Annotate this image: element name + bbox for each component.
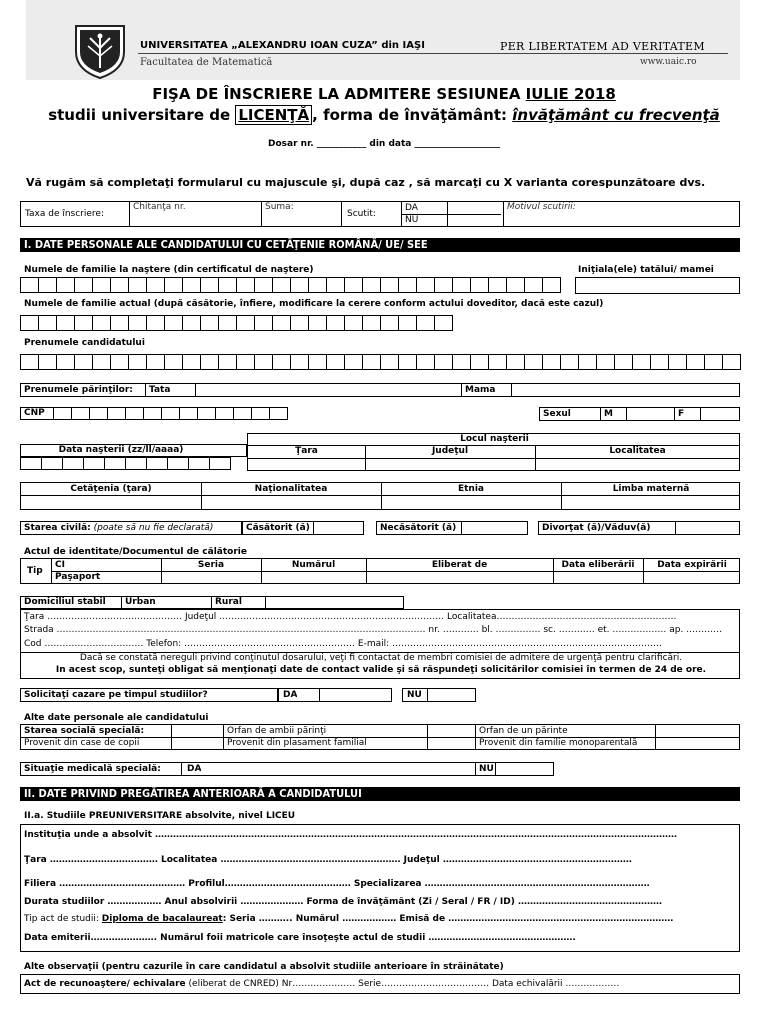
rural-option[interactable]: Rural — [215, 597, 242, 607]
char-box[interactable] — [108, 408, 126, 420]
char-box[interactable] — [54, 408, 72, 420]
char-box[interactable] — [237, 316, 255, 331]
char-box[interactable] — [507, 278, 525, 293]
tara-nastere-label: Ţara — [295, 446, 318, 456]
tata-label: Tata — [149, 385, 171, 395]
taxa-label: Taxa de înscriere: — [25, 209, 104, 219]
suma-field[interactable]: Suma: — [265, 202, 294, 212]
nume-nastere-label: Numele de familie la naştere (din certificatul de naştere) — [24, 265, 314, 275]
char-box[interactable] — [255, 355, 273, 370]
char-box[interactable] — [237, 278, 255, 293]
study-form-2: cu frecvenţă — [614, 106, 720, 124]
seria-label: Seria — [197, 560, 225, 570]
diploma-label: Diploma de bacalaureat — [101, 914, 223, 924]
sex-row — [539, 407, 740, 421]
char-box[interactable] — [129, 316, 147, 331]
cazare-nu-box[interactable] — [402, 688, 476, 702]
sex-m-label: M — [604, 409, 613, 419]
char-box[interactable] — [651, 355, 669, 370]
char-box[interactable] — [105, 458, 126, 470]
tara-localitate-line[interactable]: Ţara ……………………………… Localitatea …………………………………………………… Judeţul ……………………………………………………… — [24, 855, 632, 865]
sex-m-checkbox[interactable] — [628, 408, 672, 420]
char-box[interactable] — [75, 355, 93, 370]
char-box[interactable] — [21, 278, 39, 293]
university-website: www.uaic.ro — [640, 57, 697, 67]
char-box[interactable] — [21, 458, 42, 470]
char-box[interactable] — [201, 355, 219, 370]
char-box[interactable] — [57, 355, 75, 370]
char-box[interactable] — [39, 316, 57, 331]
char-box[interactable] — [147, 355, 165, 370]
char-box[interactable] — [270, 408, 288, 420]
title-line1: FIŞA DE ÎNSCRIERE LA ADMITERE SESIUNEA — [152, 85, 526, 103]
university-motto: PER LIBERTATEM AD VERITATEM — [500, 40, 705, 53]
divortat-checkbox[interactable] — [677, 522, 739, 534]
subtitle-mid: , forma de învăţământ: — [312, 106, 513, 124]
domiciliu-row — [20, 596, 404, 609]
scutit-nu-checkbox[interactable]: NU — [405, 215, 419, 225]
char-box[interactable] — [210, 458, 231, 470]
section2-subtitle: II.a. Studiile PREUNIVERSITARE absolvite, nivel LICEU — [24, 811, 296, 821]
recunoastere-label: Act de recunoaştere/ echivalare — [24, 979, 186, 989]
char-box[interactable] — [126, 408, 144, 420]
char-box[interactable] — [255, 278, 273, 293]
char-box[interactable] — [237, 355, 255, 370]
char-box[interactable] — [597, 355, 615, 370]
char-box[interactable] — [183, 278, 201, 293]
char-box[interactable] — [63, 458, 84, 470]
char-box[interactable] — [291, 316, 309, 331]
char-box[interactable] — [435, 355, 453, 370]
mama-field[interactable] — [513, 384, 739, 396]
char-box[interactable] — [147, 316, 165, 331]
cazare-row — [20, 688, 278, 702]
alte-date-label: Alte date personale ale candidatului — [24, 713, 209, 723]
char-box[interactable] — [126, 458, 147, 470]
char-box[interactable] — [93, 316, 111, 331]
char-box[interactable] — [93, 278, 111, 293]
filiera-line[interactable]: Filiera …………………………………… Profilul…………………………………… Specializarea ………………………………………………………………… — [24, 879, 650, 889]
tip-act-label: Tip act de studii: — [24, 914, 102, 924]
nume-actual-label: Numele de familie actual (după căsătorie, înfiere, modificare la cerere conform actului doveditor, dacă este cazul) — [24, 299, 604, 309]
university-name: UNIVERSITATEA „ALEXANDRU IOAN CUZA” din IAŞI — [140, 40, 425, 51]
data-emiterii-line[interactable]: Data emiterii…………………. Numărul foii matricole care însoţeşte actul de studii …………………………………………. — [24, 933, 576, 943]
faculty-name: Facultatea de Matematică — [140, 57, 273, 68]
locul-nasterii-label: Locul naşterii — [460, 434, 529, 444]
notice-line2: În acest scop, sunteţi obligat să menţionaţi date de contact valide şi să răspundeţi solicitărilor comisiei în termen de 24 de ore. — [55, 665, 707, 675]
char-box[interactable] — [561, 355, 579, 370]
act-identitate-table — [20, 558, 740, 584]
address-line-street[interactable]: Strada …………………………………………………………………………………………………………… nr. ………… bl. …………… sc. ………… et. ……………… ap. ………… — [24, 625, 723, 635]
necasatorit-label: Necăsătorit (ă) — [380, 523, 457, 533]
orfan-ambii-option[interactable]: Orfan de ambii părinţi — [227, 726, 327, 736]
char-box[interactable] — [543, 278, 561, 293]
data-nasterii-label: Data naşterii (zz/ll/aaaa) — [58, 445, 184, 455]
section2-title: II. DATE PRIVIND PREGĂTIREA ANTERIOARĂ A CANDIDATULUI — [20, 787, 740, 801]
durata-line[interactable]: Durata studiilor ……………… Anul absolvirii ………………… Forma de învăţământ (Zi / Seral / FR / ID) ………………………………………… — [24, 897, 662, 907]
nume-nastere-boxes[interactable] — [20, 277, 561, 293]
char-box[interactable] — [363, 316, 381, 331]
data-eliberarii-label: Data eliberării — [561, 560, 635, 570]
char-box[interactable] — [615, 355, 633, 370]
char-box[interactable] — [399, 355, 417, 370]
char-box[interactable] — [309, 278, 327, 293]
char-box[interactable] — [309, 355, 327, 370]
tip-label: Tip — [27, 566, 43, 576]
char-box[interactable] — [219, 355, 237, 370]
address-line-contact[interactable]: Cod …………………………… Telefon: ………………………………………………… E-mail: ……………………………………………………………………………… — [24, 639, 663, 649]
char-box[interactable] — [381, 316, 399, 331]
prenume-boxes[interactable] — [20, 354, 741, 370]
char-box[interactable] — [309, 316, 327, 331]
address-line-country[interactable]: Ţara ……………………………………… Judeţul ………………………………………………………………… Localitatea…………………………………………………… — [24, 612, 677, 622]
char-box[interactable] — [345, 355, 363, 370]
starea-civila-box — [20, 521, 242, 535]
starea-sociala-label: Starea socială specială: — [24, 726, 145, 736]
char-box[interactable] — [291, 355, 309, 370]
char-box[interactable] — [417, 316, 435, 331]
char-box[interactable] — [84, 458, 105, 470]
subtitle-pre: studii universitare de — [48, 106, 236, 124]
char-box[interactable] — [633, 355, 651, 370]
domiciliu-label: Domiciliul stabil — [24, 597, 106, 607]
instruction-text: Vă rugăm să completaţi formularul cu majuscule şi, după caz , să marcaţi cu X varianta corespunzătoare dvs. — [26, 176, 706, 189]
char-box[interactable] — [525, 278, 543, 293]
tip-act-line[interactable] — [24, 914, 673, 925]
char-box[interactable] — [57, 316, 75, 331]
tata-field[interactable] — [197, 384, 459, 396]
plasament-option[interactable]: Provenit din plasament familial — [227, 738, 367, 748]
study-level: LICENŢĂ — [235, 105, 312, 125]
nume-actual-boxes[interactable] — [20, 315, 453, 331]
necasatorit-checkbox[interactable] — [463, 522, 527, 534]
char-box[interactable] — [435, 278, 453, 293]
char-box[interactable] — [273, 355, 291, 370]
char-box[interactable] — [453, 355, 471, 370]
char-box[interactable] — [273, 316, 291, 331]
char-box[interactable] — [183, 316, 201, 331]
char-box[interactable] — [147, 278, 165, 293]
char-box[interactable] — [363, 355, 381, 370]
char-box[interactable] — [399, 278, 417, 293]
case-copii-option[interactable]: Provenit din case de copii — [24, 738, 140, 748]
alte-observatii-label: Alte observaţii (pentru cazurile în care candidatul a absolvit studiile anterioare în străinătate) — [24, 962, 504, 972]
casatorit-label: Căsătorit (ă) — [246, 523, 310, 533]
cazare-nu-label: NU — [407, 690, 422, 700]
chitanta-field[interactable]: Chitanţa nr. — [133, 202, 186, 212]
char-box[interactable] — [189, 458, 210, 470]
char-box[interactable] — [111, 355, 129, 370]
char-box[interactable] — [381, 355, 399, 370]
char-box[interactable] — [168, 458, 189, 470]
localitate-nastere-label: Localitatea — [609, 446, 666, 456]
char-box[interactable] — [507, 355, 525, 370]
char-box[interactable] — [327, 355, 345, 370]
prenume-parinti-label: Prenumele părinţilor: — [24, 385, 133, 395]
char-box[interactable] — [147, 458, 168, 470]
char-box[interactable] — [489, 355, 507, 370]
form-subtitle — [0, 105, 768, 125]
institutie-line[interactable] — [24, 830, 677, 841]
data-nasterii-label-box — [20, 444, 247, 457]
char-box[interactable] — [345, 316, 363, 331]
cazare-label: Solicitaţi cazare pe timpul studiilor? — [24, 690, 208, 700]
char-box[interactable] — [525, 355, 543, 370]
starea-sociala-table — [20, 724, 740, 750]
scutit-da-checkbox[interactable]: DA — [405, 203, 418, 213]
char-box[interactable] — [543, 355, 561, 370]
judet-nastere-label: Judeţul — [431, 446, 469, 456]
char-box[interactable] — [42, 458, 63, 470]
starea-civila-label: Starea civilă: — [24, 523, 91, 533]
char-box[interactable] — [705, 355, 723, 370]
char-box[interactable] — [273, 278, 291, 293]
act-identitate-label: Actul de identitate/Documentul de călătorie — [24, 547, 247, 557]
char-box[interactable] — [201, 316, 219, 331]
char-box[interactable] — [291, 278, 309, 293]
char-box[interactable] — [111, 316, 129, 331]
char-box[interactable] — [453, 278, 471, 293]
char-box[interactable] — [198, 408, 216, 420]
divortat-label: Divorţat (ă)/Văduv(ă) — [542, 523, 651, 533]
cazare-da-label: DA — [283, 690, 298, 700]
prenume-parinti-row — [20, 383, 740, 397]
address-block — [20, 609, 740, 679]
char-box[interactable] — [75, 316, 93, 331]
char-box[interactable] — [399, 316, 417, 331]
char-box[interactable] — [129, 278, 147, 293]
cnp-boxes[interactable] — [20, 407, 288, 420]
char-box[interactable] — [21, 355, 39, 370]
char-box[interactable] — [201, 278, 219, 293]
char-box[interactable] — [255, 316, 273, 331]
char-box[interactable] — [219, 278, 237, 293]
prenume-label: Prenumele candidatului — [24, 338, 145, 348]
char-box[interactable] — [471, 355, 489, 370]
sex-f-checkbox[interactable] — [702, 408, 738, 420]
ci-option[interactable]: CI — [55, 560, 65, 570]
pasaport-option[interactable]: Paşaport — [55, 572, 101, 582]
title-session: IULIE 2018 — [525, 85, 616, 103]
studii-liceu-block — [20, 824, 740, 952]
locul-nasterii-table — [247, 433, 740, 471]
cetatenie-table — [20, 482, 740, 510]
casatorit-box — [242, 521, 364, 535]
eliberat-label: Eliberat de — [431, 560, 488, 570]
sexul-label: Sexul — [543, 409, 571, 419]
char-box[interactable] — [21, 316, 39, 331]
char-box[interactable] — [165, 316, 183, 331]
study-form-1: învăţământ — [512, 106, 615, 124]
data-nasterii-boxes[interactable] — [20, 457, 231, 470]
char-box[interactable] — [144, 408, 162, 420]
recunoastere-details: (eliberat de CNRED) Nr………………… Serie……………………………… Data echivalării ……………… — [185, 979, 620, 989]
char-box[interactable] — [327, 278, 345, 293]
char-box[interactable] — [219, 316, 237, 331]
divortat-box — [538, 521, 740, 535]
institutie-text: Instituţia unde a absolvit ………………………………………………………………………………………………………………………………………………………… — [24, 830, 678, 840]
char-box[interactable] — [72, 408, 90, 420]
char-box[interactable] — [471, 278, 489, 293]
char-box[interactable] — [417, 278, 435, 293]
taxa-table — [20, 201, 740, 227]
notice-line1: Dacă se constată nereguli privind conţinutul dosarului, veţi fi contactat de membri comisiei de admitere de urgenţă pentru clarificări. — [79, 653, 683, 663]
char-box[interactable] — [57, 278, 75, 293]
starea-civila-note: (poate să nu fie declarată) — [93, 523, 214, 533]
cetatenia-label: Cetăţenia (ţara) — [70, 484, 152, 494]
char-box[interactable] — [252, 408, 270, 420]
initiala-field[interactable] — [575, 277, 740, 294]
medical-nu-option[interactable]: NU — [479, 764, 494, 774]
char-box[interactable] — [90, 408, 108, 420]
char-box[interactable] — [39, 355, 57, 370]
char-box[interactable] — [363, 278, 381, 293]
recunoastere-line[interactable] — [24, 979, 619, 990]
char-box[interactable] — [165, 355, 183, 370]
char-box[interactable] — [216, 408, 234, 420]
tip-act-rest: : Seria ……….. Numărul ……………… Emisă de ………………………………………………………………… — [222, 914, 674, 924]
char-box[interactable] — [234, 408, 252, 420]
mama-label: Mama — [465, 385, 496, 395]
char-box[interactable] — [93, 355, 111, 370]
char-box[interactable] — [489, 278, 507, 293]
char-box[interactable] — [345, 278, 363, 293]
university-crest — [72, 22, 128, 80]
form-title — [0, 85, 768, 103]
data-expirarii-label: Data expirării — [657, 560, 727, 570]
nationalitatea-label: Naţionalitatea — [254, 484, 328, 494]
char-box[interactable] — [165, 278, 183, 293]
char-box[interactable] — [183, 355, 201, 370]
char-box[interactable] — [39, 278, 57, 293]
scutit-label: Scutit: — [347, 209, 376, 219]
necasatorit-box — [376, 521, 528, 535]
char-box[interactable] — [435, 316, 453, 331]
urban-option[interactable]: Urban — [125, 597, 156, 607]
char-box[interactable] — [162, 408, 180, 420]
sex-f-label: F — [678, 409, 685, 419]
situatie-medicala-row — [20, 762, 554, 776]
header-rule — [138, 53, 728, 54]
etnia-label: Etnia — [457, 484, 484, 494]
monoparentala-option[interactable]: Provenit din familie monoparentală — [479, 738, 638, 748]
char-box[interactable] — [579, 355, 597, 370]
char-box[interactable] — [111, 278, 129, 293]
orfan-unul-option[interactable]: Orfan de un părinte — [479, 726, 568, 736]
dosar-line[interactable]: Dosar nr. ___________ din data ___________________ — [268, 139, 500, 149]
section1-title: I. DATE PERSONALE ALE CANDIDATULUI CU CETĂŢENIE ROMÂNĂ/ UE/ SEE — [20, 238, 740, 252]
cnp-label: CNP — [24, 408, 45, 418]
char-box[interactable] — [327, 316, 345, 331]
char-box[interactable] — [669, 355, 687, 370]
char-box[interactable] — [180, 408, 198, 420]
situatie-medicala-label: Situaţie medicală specială: — [24, 764, 161, 774]
medical-da-option[interactable]: DA — [187, 764, 202, 774]
char-box[interactable] — [417, 355, 435, 370]
recunoastere-row — [20, 974, 740, 994]
char-box[interactable] — [723, 355, 741, 370]
char-box[interactable] — [75, 278, 93, 293]
casatorit-checkbox[interactable] — [315, 522, 363, 534]
char-box[interactable] — [687, 355, 705, 370]
cazare-da-box[interactable] — [278, 688, 392, 702]
numarul-label: Numărul — [291, 560, 336, 570]
starea-civila-text — [24, 523, 213, 534]
limba-materna-label: Limba maternă — [612, 484, 690, 494]
char-box[interactable] — [381, 278, 399, 293]
char-box[interactable] — [129, 355, 147, 370]
motivul-scutirii-field[interactable]: Motivul scutirii: — [507, 202, 576, 212]
initiala-label: Iniţiala(ele) tatălui/ mamei — [578, 265, 714, 275]
